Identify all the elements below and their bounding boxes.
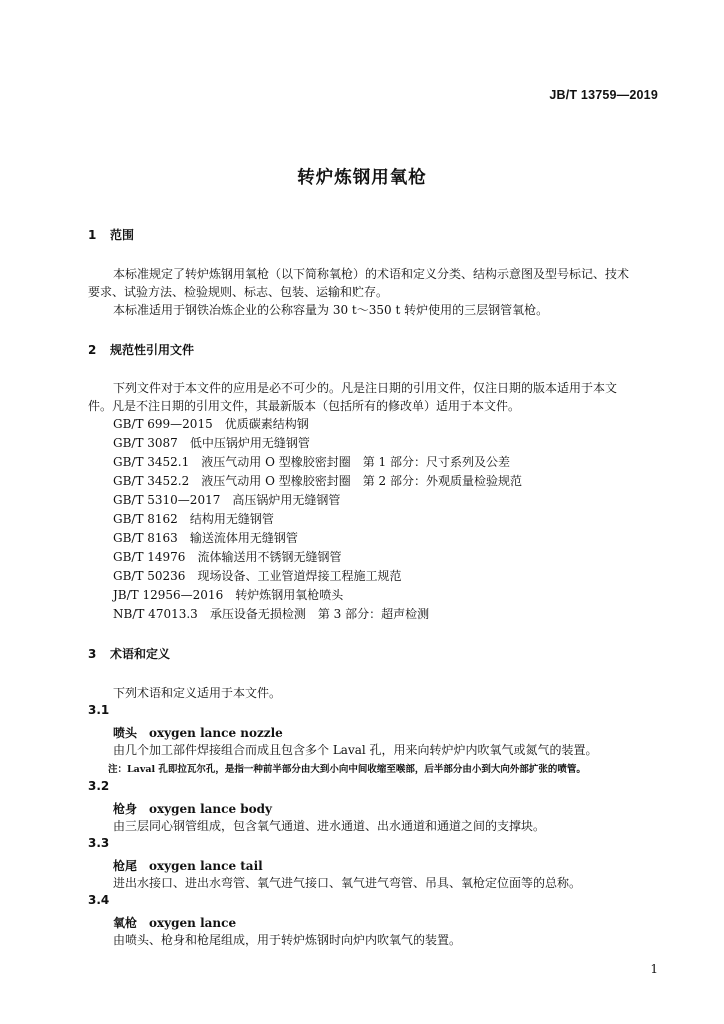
- term-definition: 进出水接口、进出水弯管、氧气进气接口、氧气进气弯管、吊具、氧枪定位面等的总称。: [113, 876, 582, 890]
- section-1-heading: [88, 226, 134, 243]
- term-chinese: 喷头: [113, 726, 138, 740]
- section-number: 3: [88, 647, 97, 661]
- page-number: 1: [650, 962, 658, 976]
- term-heading: [113, 722, 283, 741]
- reference-item: GB/T 14976 流体输送用不锈钢无缝钢管: [113, 550, 342, 564]
- section-number: 2: [88, 343, 97, 357]
- term-chinese: 氧枪: [113, 916, 138, 930]
- section-1-para1-line1: 本标准规定了转炉炼钢用氧枪（以下简称氧枪）的术语和定义分类、结构示意图及型号标记、技术: [113, 267, 630, 281]
- term-number: 3.1: [88, 703, 110, 717]
- reference-item: GB/T 50236 现场设备、工业管道焊接工程施工规范: [113, 569, 402, 583]
- reference-item: GB/T 8162 结构用无缝钢管: [113, 512, 274, 526]
- section-number: 1: [88, 228, 97, 242]
- term-number: 3.2: [88, 779, 110, 793]
- reference-item: GB/T 3452.1 液压气动用 O 型橡胶密封圈 第 1 部分：尺寸系列及公差: [113, 455, 510, 469]
- term-definition: 由喷头、枪身和枪尾组成，用于转炉炼钢时向炉内吹氧气的装置。: [113, 933, 462, 947]
- section-title: 术语和定义: [110, 647, 171, 661]
- section-1-para1-line2: 要求、试验方法、检验规则、标志、包装、运输和贮存。: [88, 285, 389, 299]
- term-note: 注：Laval 孔即拉瓦尔孔，是指一种前半部分由大到小向中间收缩至喉部，后半部分由小到大向外部扩张的喷管。: [108, 764, 586, 775]
- term-english: oxygen lance: [149, 916, 237, 930]
- section-2-heading: [88, 341, 194, 358]
- document-title: 转炉炼钢用氧枪: [297, 168, 427, 188]
- term-chinese: 枪尾: [113, 859, 138, 873]
- reference-item: NB/T 47013.3 承压设备无损检测 第 3 部分：超声检测: [113, 607, 430, 621]
- standard-number: JB/T 13759—2019: [549, 88, 658, 102]
- term-heading: [113, 855, 263, 874]
- term-number: 3.3: [88, 836, 110, 850]
- term-english: oxygen lance nozzle: [149, 726, 283, 740]
- term-chinese: 枪身: [113, 802, 138, 816]
- reference-item: JB/T 12956—2016 转炉炼钢用氧枪喷头: [113, 588, 344, 602]
- term-definition: 由几个加工部件焊接组合而成且包含多个 Laval 孔，用来向转炉炉内吹氧气或氮气的装置。: [113, 743, 598, 757]
- term-definition: 由三层同心钢管组成，包含氧气通道、进水通道、出水通道和通道之间的支撑块。: [113, 819, 546, 833]
- section-title: 规范性引用文件: [110, 343, 195, 357]
- term-english: oxygen lance tail: [149, 859, 263, 873]
- section-2-intro-line2: 件。凡是不注日期的引用文件，其最新版本（包括所有的修改单）适用于本文件。: [88, 399, 521, 413]
- reference-item: GB/T 3087 低中压锅炉用无缝钢管: [113, 436, 310, 450]
- term-english: oxygen lance body: [149, 802, 273, 816]
- reference-item: GB/T 8163 输送流体用无缝钢管: [113, 531, 298, 545]
- section-title: 范围: [110, 228, 135, 242]
- reference-item: GB/T 699—2015 优质碳素结构钢: [113, 417, 309, 431]
- reference-item: GB/T 5310—2017 高压锅炉用无缝钢管: [113, 493, 341, 507]
- section-3-intro: 下列术语和定义适用于本文件。: [113, 686, 282, 700]
- section-2-intro-line1: 下列文件对于本文件的应用是必不可少的。凡是注日期的引用文件，仅注日期的版本适用于本文: [113, 381, 618, 395]
- term-number: 3.4: [88, 893, 110, 907]
- reference-item: GB/T 3452.2 液压气动用 O 型橡胶密封圈 第 2 部分：外观质量检验规范: [113, 474, 522, 488]
- section-1-para2: 本标准适用于钢铁冶炼企业的公称容量为 30 t～350 t 转炉使用的三层钢管氧枪。: [113, 303, 549, 317]
- term-heading: [113, 912, 236, 931]
- section-3-heading: [88, 645, 170, 662]
- term-heading: [113, 798, 272, 817]
